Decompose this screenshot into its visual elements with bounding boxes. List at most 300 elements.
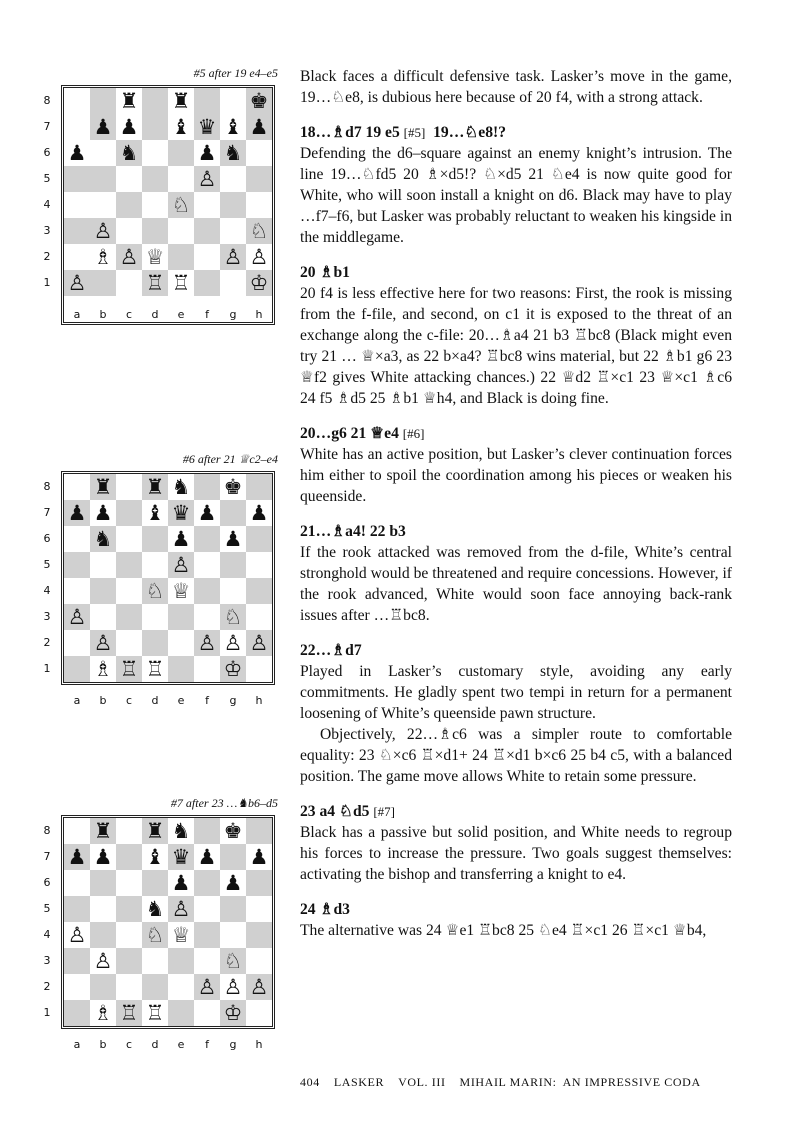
volume: VOL. III [398,1075,446,1089]
board-square-f7 [194,844,220,870]
board-square-a8 [64,88,90,114]
board-square-c1 [116,656,142,682]
file-label: h [255,694,263,707]
board-square-a2 [64,630,90,656]
chess-piece-icon: ♙ [93,218,113,243]
chess-piece-icon: ♙ [197,166,217,191]
board-square-a4 [64,578,90,604]
board-square-c3 [142,218,168,244]
file-label: f [205,308,209,321]
board-square-c6 [116,870,142,896]
intro-paragraph: Black faces a difficult defensive task. Lasker’s move in the game, 19…♘e8, is dubious here because of 20 f4, with a strong attack. [300,68,732,106]
board-square-c7 [142,114,168,140]
board-square-d6 [142,870,168,896]
page-number: 404 [300,1075,320,1089]
board-square-d8 [142,88,168,114]
board-square-b1 [90,656,116,682]
board-square-a8 [64,818,90,844]
rank-label: 5 [43,172,51,185]
chess-piece-icon: ♟ [93,844,113,869]
board-square-e8 [168,88,194,114]
commentary-paragraph: Objectively, 22…♗c6 was a simpler route to comfortable equality: 23 ♘×c6 ♖×d1+ 24 ♖×d1 b×c6 25 b4 c5, with a balanced position. The game move allows White to retain some pressure. [300,726,732,785]
board-square-g5 [220,896,246,922]
board-square-h8 [246,88,272,114]
file-label: d [151,694,159,707]
file-label: a [73,308,81,321]
board-square-e1 [168,1000,194,1026]
board-square-g6 [220,870,246,896]
board-square-e6 [168,870,194,896]
board-square-c2 [142,244,168,270]
chess-board [61,815,275,1029]
board-square-f2 [194,630,220,656]
rank-label: 7 [43,850,51,863]
board-square-f3 [194,604,220,630]
chess-board [61,471,275,685]
commentary-paragraph: 20 f4 is less effective here for two reasons: First, the rook is missing from the f-file, and second, on c1 it is exposed to the threat of an exchange along the c-file: 20…♗a4 21 b3 ♖bc8 (Black might even try 21 … ♕×a3, as 22 b×a4? ♖bc8 wins material, but 22 ♗b1 g6 23 ♕f2 gives White attacking chances.) 22 ♕d2 ♖×c1 23 ♕×c1 ♗c6 24 f5 ♗d5 25 ♗b1 ♕h4, and Black is doing fine. [300,285,732,407]
rank-label: 1 [43,1006,51,1019]
chess-piece-icon: ♙ [223,974,243,999]
chess-piece-icon: ♙ [197,974,217,999]
board-square-d8 [142,474,168,500]
board-square-g8 [220,474,246,500]
board-square-e2 [168,630,194,656]
board-square-f1 [194,656,220,682]
board-square-c8 [116,88,142,114]
board-square-b7 [116,114,142,140]
commentary-column [300,66,732,955]
board-square-b3 [116,218,142,244]
board-square-d4 [142,922,168,948]
board-square-f8 [194,474,220,500]
board-square-c7 [116,500,142,526]
chess-piece-icon: ♗ [93,1000,113,1025]
file-labels [64,1038,272,1051]
rank-label: 5 [43,902,51,915]
chess-piece-icon: ♔ [223,656,243,681]
rank-label: 5 [43,558,51,571]
chess-piece-icon: ♜ [93,818,113,843]
chess-piece-icon: ♛ [171,500,191,525]
board-square-g4 [220,922,246,948]
file-label: f [205,1038,209,1051]
board-square-h3 [246,604,272,630]
board-square-a6 [64,526,90,552]
chess-piece-icon: ♘ [223,948,243,973]
rank-label: 3 [43,224,51,237]
board-square-a5 [64,552,90,578]
board-square-d2 [168,244,194,270]
board-square-c4 [142,192,168,218]
board-square-b4 [90,578,116,604]
chess-piece-icon: ♟ [67,140,87,165]
rank-label: 3 [43,954,51,967]
chess-piece-icon: ♕ [171,578,191,603]
file-label: e [177,308,185,321]
commentary-paragraph: Defending the d6–square against an enemy knight’s intrusion. The line 19…♘fd5 20 ♗×d5!? ♘×d5 21 ♘e4 is now quite good for White, who will soon install a knight on d6. Black may have to play …f7–f6, but Lasker was probably reluctant to weaken his kingside in the middlegame. [300,145,732,246]
board-square-f6 [194,526,220,552]
board-square-b7 [90,500,116,526]
board-square-b1 [116,270,142,296]
board-square-c5 [116,896,142,922]
chess-piece-icon: ♟ [119,114,139,139]
chess-piece-icon: ♖ [119,656,139,681]
move-heading: 21…♗a4! 22 b3 [300,523,406,540]
rank-label: 4 [43,198,51,211]
board-square-f2 [194,974,220,1000]
file-label: g [229,308,237,321]
board-square-d6 [168,140,194,166]
board-square-h2 [246,974,272,1000]
board-square-g8 [220,88,246,114]
chess-piece-icon: ♘ [145,922,165,947]
chess-piece-icon: ♔ [223,1000,243,1025]
chapter-title: AN IMPRESSIVE CODA [562,1075,701,1089]
board-square-f5 [220,166,246,192]
chess-piece-icon: ♙ [197,630,217,655]
commentary-paragraph: Black has a passive but solid position, and White needs to regroup his forces to increase the pressure. Two goals suggest themselves: activating the bishop and transferring a knight to e4. [300,824,732,883]
board-square-h7 [64,140,90,166]
file-label: a [73,1038,81,1051]
board-square-e1 [194,270,220,296]
board-square-d7 [142,844,168,870]
board-square-g3 [220,948,246,974]
board-square-a6 [90,140,116,166]
move-heading: 22…♗d7 [300,642,362,659]
chess-piece-icon: ♙ [67,922,87,947]
board-square-a7 [64,500,90,526]
chess-piece-icon: ♟ [67,844,87,869]
board-square-b4 [90,922,116,948]
board-square-e3 [168,604,194,630]
board-square-d3 [142,604,168,630]
board-square-f6 [194,870,220,896]
board-square-d6 [142,526,168,552]
board-square-a3 [64,604,90,630]
board-square-h2 [246,630,272,656]
board-square-d4 [142,578,168,604]
board-square-c4 [116,578,142,604]
board-square-h3 [246,948,272,974]
board-square-b4 [116,192,142,218]
board-square-g2 [220,974,246,1000]
chess-piece-icon: ♜ [171,88,191,113]
board-square-f1 [220,270,246,296]
board-square-h1 [246,656,272,682]
chess-piece-icon: ♙ [249,630,269,655]
board-square-c8 [116,474,142,500]
chess-piece-icon: ♟ [67,500,87,525]
board-square-a1 [90,270,116,296]
board-square-h7 [246,844,272,870]
board-square-g5 [220,552,246,578]
board-square-e5 [168,552,194,578]
file-label: g [229,1038,237,1051]
chess-piece-icon: ♝ [145,500,165,525]
chess-board [61,85,275,325]
chess-piece-icon: ♞ [145,896,165,921]
board-square-b1 [90,1000,116,1026]
board-square-d5 [142,896,168,922]
board-square-c4 [116,922,142,948]
rank-label: 7 [43,120,51,133]
file-label: d [151,308,159,321]
commentary-paragraph: The alternative was 24 ♕e1 ♖bc8 25 ♘e4 ♖×c1 26 ♖×c1 ♕b4, [300,922,707,939]
board-square-c1 [142,270,168,296]
diagram-caption: #5 after 19 e4–e5 [193,66,278,80]
board-square-b8 [90,88,116,114]
board-square-h5 [246,896,272,922]
file-label: b [99,1038,107,1051]
board-square-e2 [168,974,194,1000]
chess-piece-icon: ♙ [67,604,87,629]
board-square-a6 [64,870,90,896]
board-square-h7 [246,500,272,526]
file-label: h [255,1038,263,1051]
board-square-h4 [246,922,272,948]
board-square-d7 [142,500,168,526]
board-square-e8 [168,474,194,500]
diagram-caption: #6 after 21 ♕c2–e4 [182,452,278,466]
board-square-f8 [194,88,220,114]
board-square-c3 [116,948,142,974]
chess-piece-icon: ♝ [171,114,191,139]
board-square-a7 [64,844,90,870]
board-square-c8 [116,818,142,844]
board-square-h4 [246,578,272,604]
chess-piece-icon: ♙ [223,630,243,655]
chess-piece-icon: ♞ [171,474,191,499]
board-square-e3 [194,218,220,244]
book-title: LASKER [333,1075,385,1089]
board-square-e1 [168,656,194,682]
board-square-e4 [168,922,194,948]
board-square-b3 [90,604,116,630]
board-square-f5 [194,896,220,922]
chess-piece-icon: ♕ [171,922,191,947]
chess-piece-icon: ♚ [223,474,243,499]
board-square-g4 [220,578,246,604]
board-square-f4 [194,578,220,604]
rank-labels [38,88,56,296]
board-square-f2 [220,244,246,270]
file-label: f [205,694,209,707]
board-square-e6 [194,140,220,166]
chess-piece-icon: ♘ [145,578,165,603]
board-square-h3 [64,244,90,270]
board-square-a4 [64,922,90,948]
board-square-d3 [168,218,194,244]
chess-piece-icon: ♘ [171,192,191,217]
board-square-e8 [168,818,194,844]
board-square-f4 [194,922,220,948]
board-square-d5 [142,552,168,578]
chess-piece-icon: ♞ [93,526,113,551]
board-square-f3 [220,218,246,244]
board-square-c2 [116,630,142,656]
board-square-g2 [220,630,246,656]
chess-piece-icon: ♟ [93,500,113,525]
board-square-h6 [246,870,272,896]
chess-piece-icon: ♙ [93,948,113,973]
board-square-h1 [246,1000,272,1026]
commentary-paragraph: White has an active position, but Lasker’s clever continuation forces him either to spoil the coordination among his pieces or weaken his queenside. [300,446,732,505]
chess-piece-icon: ♖ [145,656,165,681]
board-square-f7 [220,114,246,140]
board-square-d7 [168,114,194,140]
chess-piece-icon: ♝ [223,114,243,139]
rank-label: 4 [43,584,51,597]
chess-piece-icon: ♟ [197,500,217,525]
board-square-f1 [194,1000,220,1026]
board-square-c2 [116,974,142,1000]
board-square-d1 [142,1000,168,1026]
board-square-a1 [64,656,90,682]
board-square-d2 [142,630,168,656]
rank-label: 2 [43,250,51,263]
file-label: g [229,694,237,707]
chess-piece-icon: ♟ [249,114,269,139]
chess-piece-icon: ♖ [145,270,165,295]
rank-label: 7 [43,506,51,519]
chess-piece-icon: ♗ [93,244,113,269]
board-square-b6 [90,526,116,552]
board-square-g7 [220,844,246,870]
chess-piece-icon: ♕ [145,244,165,269]
rank-label: 2 [43,636,51,649]
board-square-d1 [168,270,194,296]
board-square-e2 [194,244,220,270]
rank-labels [38,818,56,1026]
board-square-e4 [194,192,220,218]
file-labels [64,694,272,707]
chess-piece-icon: ♟ [249,500,269,525]
board-square-d5 [168,166,194,192]
board-square-e4 [168,578,194,604]
file-label: h [255,308,263,321]
board-square-a2 [90,244,116,270]
chess-piece-icon: ♖ [119,1000,139,1025]
board-square-c6 [142,140,168,166]
board-square-e7 [194,114,220,140]
rank-label: 6 [43,146,51,159]
board-square-e7 [168,500,194,526]
board-square-e5 [168,896,194,922]
board-square-g6 [246,140,272,166]
board-square-e7 [168,844,194,870]
commentary-paragraph: If the rook attacked was removed from the d-file, White’s central stronghold would be threatened and require concessions. However, if the rook advanced, White would soon face annoying back-rank issues after …♖bc8. [300,544,732,624]
board-square-e5 [194,166,220,192]
board-square-b5 [116,166,142,192]
move-heading: 20…g6 21 ♕e4 [#6] [300,425,425,442]
board-square-b8 [90,818,116,844]
chess-piece-icon: ♙ [171,896,191,921]
board-square-d8 [142,818,168,844]
chess-piece-icon: ♞ [119,140,139,165]
chess-piece-icon: ♜ [145,818,165,843]
board-square-b6 [116,140,142,166]
chess-piece-icon: ♜ [145,474,165,499]
rank-label: 8 [43,824,51,837]
chess-piece-icon: ♘ [223,604,243,629]
board-square-f5 [194,552,220,578]
rank-label: 6 [43,532,51,545]
commentary-paragraph: Played in Lasker’s customary style, avoiding any early commitments. He gladly spent two tempi in return for a permanent loosening of White’s queenside pawn structure. [300,663,732,722]
chess-piece-icon: ♘ [249,218,269,243]
file-label: e [177,1038,185,1051]
chess-piece-icon: ♙ [67,270,87,295]
board-square-g5 [246,166,272,192]
board-square-g6 [220,526,246,552]
author: MIHAIL MARIN: [459,1075,557,1089]
board-square-d4 [168,192,194,218]
chess-piece-icon: ♔ [249,270,269,295]
chess-piece-icon: ♟ [197,140,217,165]
rank-label: 8 [43,94,51,107]
rank-label: 8 [43,480,51,493]
board-square-b6 [90,870,116,896]
board-square-c3 [116,604,142,630]
board-square-c7 [116,844,142,870]
board-square-h8 [246,474,272,500]
board-square-a5 [90,166,116,192]
board-square-c6 [116,526,142,552]
rank-label: 4 [43,928,51,941]
file-label: b [99,308,107,321]
chess-piece-icon: ♜ [93,474,113,499]
chess-piece-icon: ♖ [145,1000,165,1025]
board-square-g7 [246,114,272,140]
diagram-caption: #7 after 23 …♞b6–d5 [170,796,278,810]
board-square-a2 [64,974,90,1000]
board-square-a8 [64,474,90,500]
board-square-f6 [220,140,246,166]
board-square-b7 [90,844,116,870]
board-square-undefined8 [64,114,90,140]
board-square-f8 [194,818,220,844]
file-label: e [177,694,185,707]
board-square-b8 [90,474,116,500]
chess-piece-icon: ♞ [223,140,243,165]
file-labels [64,308,272,321]
board-square-b2 [116,244,142,270]
board-square-b2 [90,974,116,1000]
board-square-h4 [64,218,90,244]
board-square-b5 [90,896,116,922]
board-square-f7 [194,500,220,526]
chess-piece-icon: ♙ [93,630,113,655]
board-square-b5 [90,552,116,578]
move-heading: 20 ♗b1 [300,264,350,281]
chess-piece-icon: ♟ [197,844,217,869]
chess-piece-icon: ♛ [171,844,191,869]
board-square-c1 [116,1000,142,1026]
board-square-d1 [142,656,168,682]
rank-label: 2 [43,980,51,993]
chess-piece-icon: ♞ [171,818,191,843]
move-heading: 24 ♗d3 [300,901,350,918]
chess-piece-icon: ♟ [249,844,269,869]
board-square-a3 [90,218,116,244]
chess-piece-icon: ♟ [223,870,243,895]
board-square-g3 [220,604,246,630]
board-square-g2 [246,244,272,270]
board-square-g4 [246,192,272,218]
chess-piece-icon: ♚ [249,88,269,113]
chess-piece-icon: ♟ [171,526,191,551]
chess-piece-icon: ♗ [93,656,113,681]
board-square-g7 [220,500,246,526]
